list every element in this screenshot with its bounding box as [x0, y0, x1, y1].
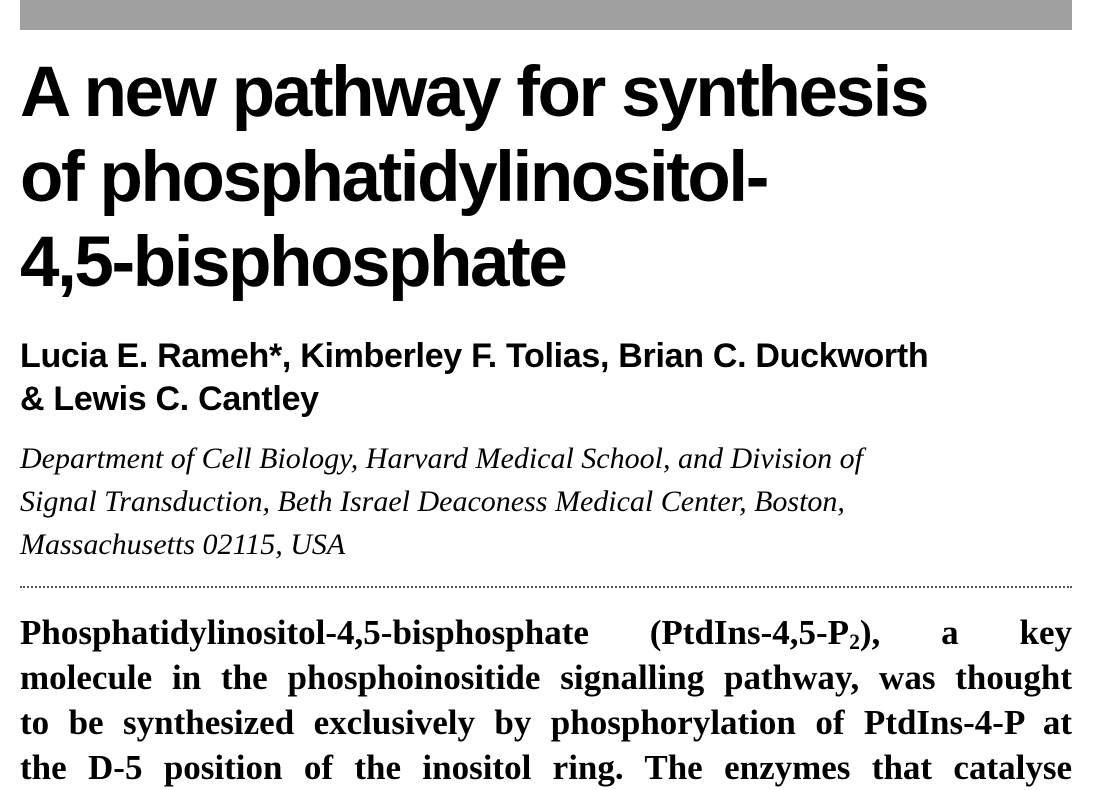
title-line: A new pathway for synthesis	[20, 53, 928, 132]
abstract-text: Phosphatidylinositol-4,5-bisphosphate (PtdIns-4,5-P	[20, 613, 850, 652]
affiliation-line: Signal Transduction, Beth Israel Deaconess Medical Center, Boston,	[20, 485, 845, 518]
title-line: 4,5-bisphosphate	[20, 223, 566, 302]
article-title	[20, 50, 1080, 305]
affiliation-line: Department of Cell Biology, Harvard Medical School, and Division of	[20, 442, 863, 475]
abstract	[20, 610, 1072, 790]
title-line: of phosphatidylinositol-	[20, 138, 767, 217]
abstract-line: to be synthesized exclusively by phosphorylation of PtdIns-4-P at	[20, 703, 1072, 742]
subscript: 2	[849, 629, 860, 654]
header-bar	[20, 0, 1072, 30]
author-line: & Lewis C. Cantley	[20, 380, 319, 418]
author-list	[20, 335, 1080, 421]
abstract-line	[20, 610, 1072, 655]
abstract-text: ), a key	[859, 613, 1072, 652]
abstract-line: the D-5 position of the inositol ring. The enzymes that catalyse	[20, 748, 1072, 787]
affiliation-line: Massachusetts 02115, USA	[20, 528, 346, 561]
author-line: Lucia E. Rameh*, Kimberley F. Tolias, Brian C. Duckworth	[20, 337, 929, 375]
abstract-line: molecule in the phosphoinositide signalling pathway, was thought	[20, 658, 1072, 697]
affiliation	[20, 437, 1080, 566]
dotted-divider	[20, 586, 1072, 588]
